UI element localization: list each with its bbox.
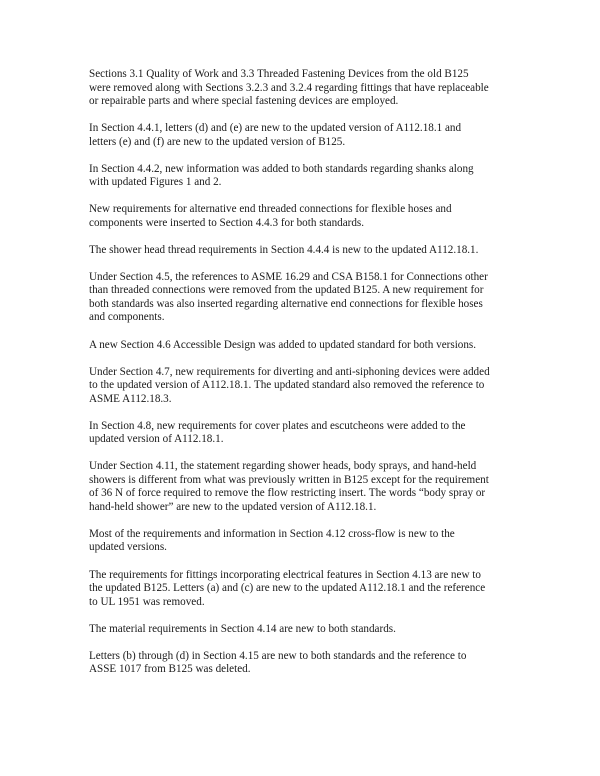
- paragraph-section-4-15: Letters (b) through (d) in Section 4.15 are new to both standards and the reference to ASSE 1017 from B125 was deleted.: [89, 649, 467, 676]
- paragraph-section-4-13: The requirements for fittings incorporating electrical features in Section 4.13 are new to the updated B125. Letters (a) and (c) are new to the updated A112.18.1 and the reference to UL 1951 was removed.: [89, 568, 486, 608]
- paragraph-section-4-6: A new Section 4.6 Accessible Design was added to updated standard for both versions.: [89, 338, 477, 351]
- paragraph-section-4-14: The material requirements in Section 4.14 are new to both standards.: [89, 622, 396, 635]
- paragraph-section-4-11: Under Section 4.11, the statement regarding shower heads, body sprays, and hand-held showers is different from what was previously written in B125 except for the requirement of 36 N of force required to remove the flow restricting insert. The words “body spray or hand-held shower” are new to the updated version of A112.18.1.: [89, 460, 489, 513]
- paragraph-section-4-4-1: In Section 4.4.1, letters (d) and (e) are new to the updated version of A112.18.1 and letters (e) and (f) are new to the updated version of B125.: [89, 122, 462, 148]
- paragraph-section-4-8: In Section 4.8, new requirements for cover plates and escutcheons were added to the updated version of A112.18.1.: [89, 419, 466, 446]
- paragraph-section-4-7: Under Section 4.7, new requirements for diverting and anti-siphoning devices were added to the updated version of A112.18.1. The updated standard also removed the reference to ASME A112.18.3.: [89, 365, 490, 405]
- paragraph-section-4-5: Under Section 4.5, the references to ASME 16.29 and CSA B158.1 for Connections other than threaded connections were removed from the updated B125. A new requirement for both standards was also inserted regarding alternative end connections for flexible hoses and components.: [89, 270, 488, 324]
- paragraph-section-4-12: Most of the requirements and information in Section 4.12 cross-flow is new to the updated versions.: [89, 527, 455, 554]
- paragraph-section-4-4-3: New requirements for alternative end threaded connections for flexible hoses and components were inserted to Section 4.4.3 for both standards.: [89, 203, 452, 229]
- paragraph-section-4-4-4: The shower head thread requirements in Section 4.4.4 is new to the updated A112.18.1.: [89, 243, 479, 256]
- paragraph-sections-3-1-3-3: Sections 3.1 Quality of Work and 3.3 Threaded Fastening Devices from the old B125 were removed along with Sections 3.2.3 and 3.2.4 regarding fittings that have replaceable or repairable parts and where special fastening devices are employed.: [89, 68, 489, 107]
- paragraph-section-4-4-2: In Section 4.4.2, new information was added to both standards regarding shanks along with updated Figures 1 and 2.: [89, 162, 474, 189]
- document-body: [89, 68, 519, 690]
